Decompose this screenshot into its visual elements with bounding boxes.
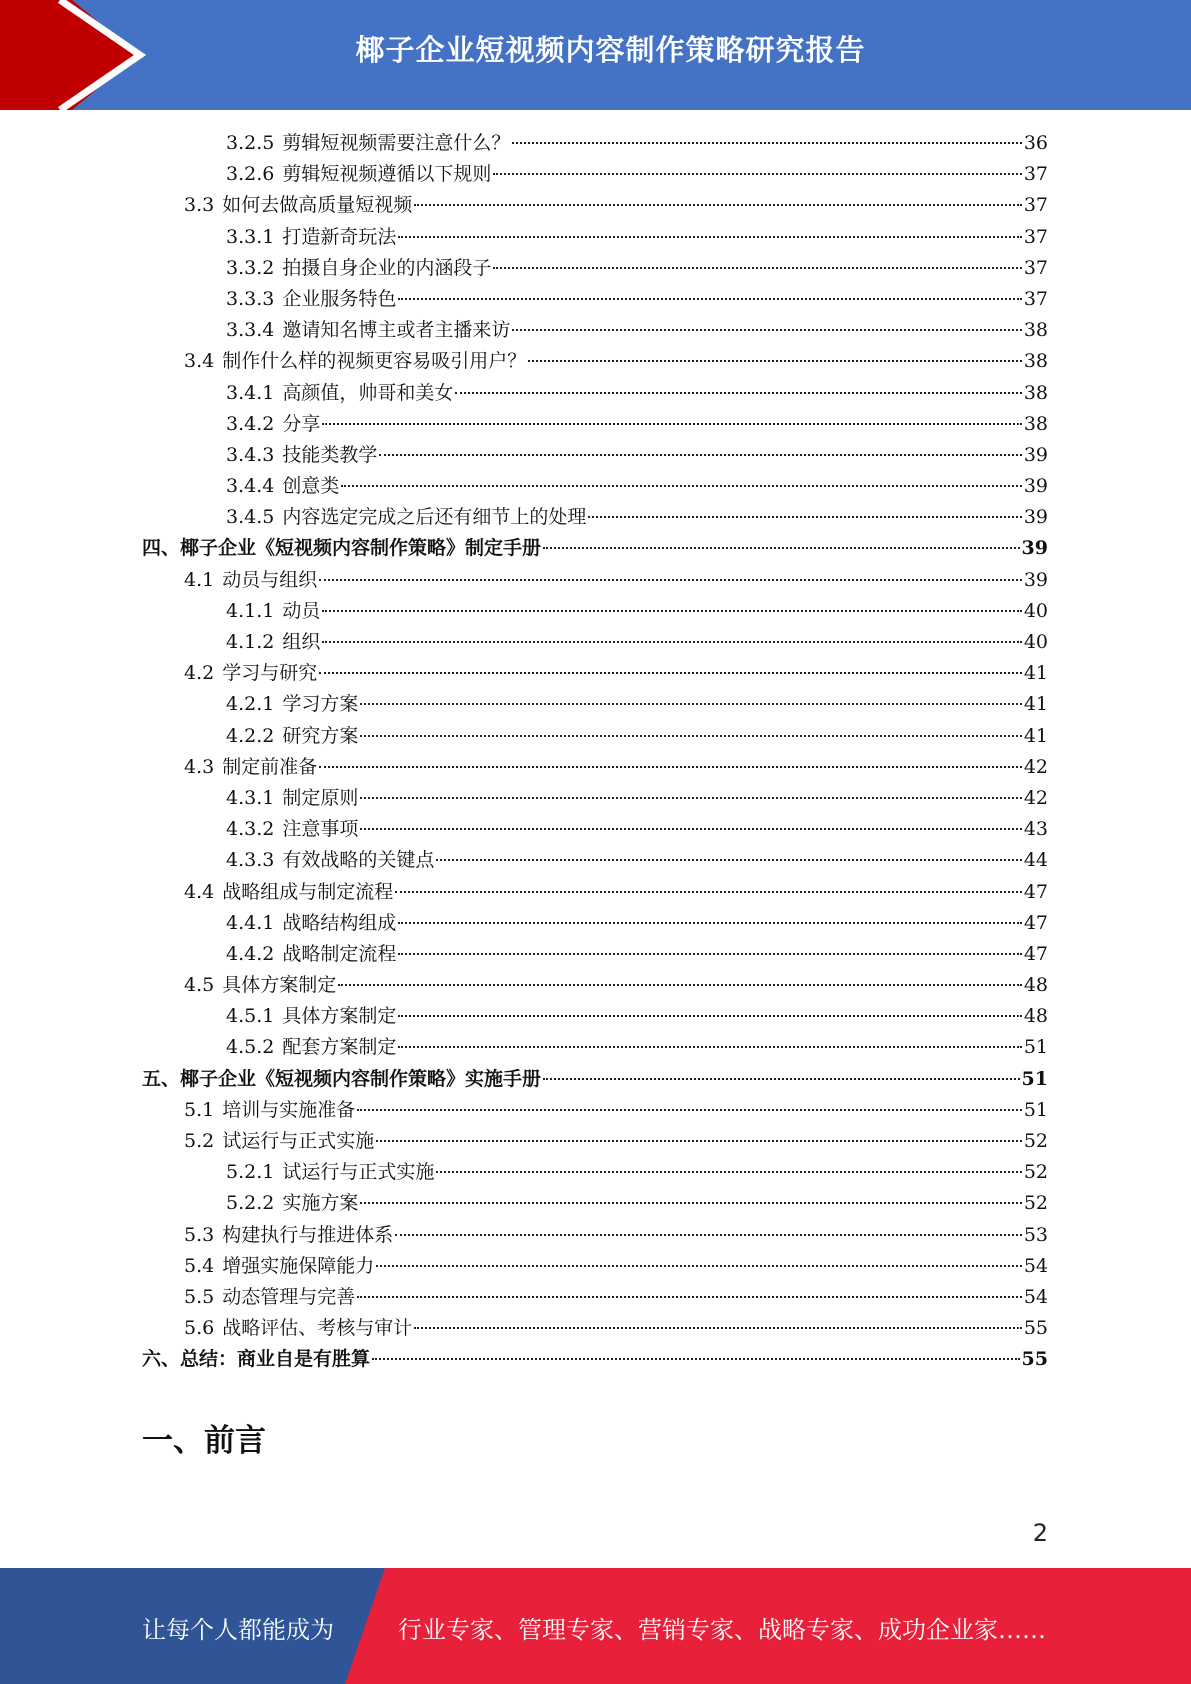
toc-entry-page: 51	[1023, 1098, 1048, 1121]
toc-dot-leader	[512, 142, 1021, 144]
toc-dot-leader	[360, 828, 1021, 830]
toc-entry-page: 42	[1023, 786, 1048, 809]
toc-entry-number: 5.5	[184, 1285, 215, 1308]
toc-dot-leader	[319, 579, 1022, 581]
toc-entry-title: 战略组成与制定流程	[222, 880, 394, 903]
toc-entry-number: 四、	[142, 537, 181, 560]
toc-dot-leader	[398, 298, 1021, 300]
toc-dot-leader	[493, 173, 1021, 175]
toc-entry[interactable]	[142, 1220, 1048, 1251]
footer-slogan-right: 行业专家、管理专家、营销专家、战略专家、成功企业家……	[398, 1616, 1046, 1644]
toc-dot-leader	[512, 329, 1021, 331]
toc-entry-page: 48	[1023, 1005, 1048, 1028]
toc-entry-title: 邀请知名博主或者主播来访	[282, 319, 511, 342]
toc-entry-page: 40	[1023, 599, 1048, 622]
toc-entry-number: 3.4.3	[226, 443, 275, 466]
toc-entry-number: 3.3.2	[226, 256, 275, 279]
toc-entry-page: 38	[1023, 381, 1048, 404]
toc-entry[interactable]	[142, 502, 1048, 533]
toc-entry-title: 制定原则	[282, 786, 359, 809]
toc-entry-page: 37	[1023, 225, 1048, 248]
page-header	[0, 0, 1191, 110]
toc-dot-leader	[455, 392, 1021, 394]
toc-entry-title: 技能类教学	[282, 443, 378, 466]
toc-entry-title: 椰子企业《短视频内容制作策略》实施手册	[180, 1067, 542, 1090]
toc-entry-page: 36	[1023, 132, 1048, 154]
toc-entry[interactable]	[142, 1313, 1048, 1344]
toc-entry-number: 4.5.2	[226, 1036, 275, 1059]
footer-slogan-left: 让每个人都能成为	[142, 1616, 334, 1644]
toc-entry-title: 创意类	[282, 475, 340, 498]
toc-dot-leader	[588, 516, 1021, 518]
toc-entry-title: 具体方案制定	[222, 974, 337, 997]
toc-entry[interactable]	[142, 596, 1048, 627]
toc-entry-page: 39	[1021, 537, 1048, 560]
toc-entry-number: 4.4.1	[226, 911, 275, 934]
toc-entry-number: 4.4.2	[226, 942, 275, 965]
toc-entry-page: 41	[1023, 724, 1048, 747]
toc-entry-number: 4.5	[184, 974, 215, 997]
toc-entry[interactable]	[142, 190, 1048, 221]
toc-entry-page: 52	[1023, 1161, 1048, 1184]
toc-entry-page: 39	[1023, 568, 1048, 591]
toc-entry-title: 战略制定流程	[282, 942, 397, 965]
toc-entry-page: 40	[1023, 631, 1048, 653]
toc-entry-title: 实施方案	[282, 1192, 359, 1215]
toc-entry-page: 37	[1023, 163, 1048, 186]
toc-entry-page: 51	[1023, 1036, 1048, 1059]
toc-dot-leader	[398, 1015, 1021, 1017]
toc-entry-number: 5.2.2	[226, 1192, 275, 1215]
toc-entry-number: 4.3	[184, 755, 215, 778]
toc-entry-page: 41	[1023, 693, 1048, 716]
toc-entry-title: 战略结构组成	[282, 911, 397, 934]
toc-entry-title: 培训与实施准备	[222, 1098, 356, 1121]
toc-dot-leader	[322, 610, 1021, 612]
toc-entry[interactable]	[142, 877, 1048, 908]
toc-dot-leader	[436, 1171, 1021, 1173]
toc-entry-page: 51	[1021, 1067, 1048, 1090]
toc-entry-page: 48	[1023, 974, 1048, 997]
toc-entry-number: 3.4	[184, 350, 215, 373]
toc-entry-title: 动员	[282, 599, 321, 622]
toc-entry-page: 39	[1023, 506, 1048, 529]
toc-dot-leader	[395, 1234, 1022, 1236]
section-heading: 一、前言	[142, 1423, 266, 1459]
toc-entry[interactable]	[142, 1251, 1048, 1282]
toc-entry-page: 37	[1023, 287, 1048, 310]
toc-entry-page: 43	[1023, 818, 1048, 841]
toc-entry-title: 拍摄自身企业的内涵段子	[282, 256, 492, 279]
toc-entry[interactable]	[142, 627, 1048, 658]
toc-entry-number: 5.2.1	[226, 1161, 275, 1184]
toc-entry-title: 动态管理与完善	[222, 1285, 356, 1308]
toc-entry[interactable]	[142, 409, 1048, 440]
toc-entry-page: 39	[1023, 475, 1048, 498]
toc-entry[interactable]	[142, 128, 1048, 159]
toc-dot-leader	[341, 485, 1021, 487]
toc-entry[interactable]	[142, 689, 1048, 720]
toc-dot-leader	[319, 766, 1022, 768]
toc-entry[interactable]	[142, 908, 1048, 939]
toc-entry-title: 分享	[282, 412, 321, 435]
toc-entry-number: 3.4.5	[226, 506, 275, 529]
toc-entry[interactable]	[142, 814, 1048, 845]
toc-entry-number: 5.2	[184, 1130, 215, 1152]
toc-entry-title: 组织	[282, 631, 321, 653]
toc-entry[interactable]	[142, 1126, 1048, 1157]
toc-entry-title: 试运行与正式实施	[282, 1161, 435, 1184]
toc-entry-title: 动员与组织	[222, 568, 318, 591]
toc-entry[interactable]	[142, 1282, 1048, 1313]
toc-entry[interactable]	[142, 440, 1048, 471]
document-title: 椰子企业短视频内容制作策略研究报告	[355, 33, 866, 67]
toc-entry-title: 具体方案制定	[282, 1005, 397, 1028]
toc-entry-number: 3.4.4	[226, 475, 275, 498]
toc-entry[interactable]	[142, 378, 1048, 409]
toc-entry[interactable]	[142, 1157, 1048, 1188]
toc-entry[interactable]	[142, 1344, 1048, 1375]
toc-dot-leader	[414, 204, 1022, 206]
toc-entry-title: 如何去做高质量短视频	[222, 194, 413, 217]
toc-entry[interactable]	[142, 939, 1048, 970]
toc-dot-leader	[379, 454, 1021, 456]
toc-entry[interactable]	[142, 1095, 1048, 1126]
toc-entry-page: 47	[1023, 911, 1048, 934]
toc-entry-title: 椰子企业《短视频内容制作策略》制定手册	[180, 537, 542, 560]
toc-entry-number: 4.2.2	[226, 724, 275, 747]
toc-dot-leader	[322, 423, 1021, 425]
toc-entry-number: 3.2.6	[226, 163, 275, 186]
toc-entry-number: 3.3.1	[226, 225, 275, 248]
table-of-contents	[142, 128, 1048, 1376]
toc-entry[interactable]	[142, 284, 1048, 315]
toc-entry[interactable]	[142, 471, 1048, 502]
toc-dot-leader	[436, 859, 1021, 861]
toc-dot-leader	[528, 360, 1022, 362]
toc-entry-title: 打造新奇玩法	[282, 225, 397, 248]
toc-entry-title: 总结：商业自是有胜算	[180, 1348, 371, 1371]
toc-entry-number: 4.4	[184, 880, 215, 903]
toc-entry-title: 企业服务特色	[282, 287, 397, 310]
toc-dot-leader	[398, 1046, 1021, 1048]
toc-entry-number: 五、	[142, 1067, 181, 1090]
toc-entry[interactable]	[142, 346, 1048, 377]
toc-entry-number: 4.2	[184, 662, 215, 685]
toc-entry-number: 3.3	[184, 194, 215, 217]
toc-entry-page: 53	[1023, 1223, 1048, 1246]
toc-dot-leader	[360, 703, 1021, 705]
toc-entry-page: 54	[1023, 1285, 1048, 1308]
toc-entry-page: 44	[1023, 849, 1048, 872]
toc-entry-title: 制定前准备	[222, 755, 318, 778]
toc-entry-number: 3.3.4	[226, 319, 275, 342]
toc-entry-page: 38	[1023, 350, 1048, 373]
toc-entry[interactable]	[142, 1188, 1048, 1219]
toc-entry-title: 剪辑短视频遵循以下规则	[282, 163, 492, 186]
toc-entry[interactable]	[142, 533, 1048, 564]
toc-entry[interactable]	[142, 752, 1048, 783]
toc-entry-page: 37	[1023, 194, 1048, 217]
toc-entry-number: 5.6	[184, 1317, 215, 1340]
toc-entry-number: 4.3.2	[226, 818, 275, 841]
toc-entry-page: 52	[1023, 1192, 1048, 1215]
toc-dot-leader	[360, 1202, 1021, 1204]
toc-dot-leader	[493, 267, 1021, 269]
toc-dot-leader	[376, 1265, 1022, 1267]
toc-entry[interactable]	[142, 1001, 1048, 1032]
toc-entry-page: 55	[1023, 1317, 1048, 1340]
toc-dot-leader	[398, 236, 1021, 238]
toc-entry-page: 52	[1023, 1130, 1048, 1152]
toc-entry[interactable]	[142, 1064, 1048, 1095]
toc-entry-page: 38	[1023, 319, 1048, 342]
toc-entry-page: 38	[1023, 412, 1048, 435]
toc-entry-title: 构建执行与推进体系	[222, 1223, 394, 1246]
toc-entry-number: 4.3.3	[226, 849, 275, 872]
toc-entry[interactable]	[142, 159, 1048, 190]
toc-entry-title: 剪辑短视频需要注意什么？	[282, 132, 511, 154]
page-footer	[0, 1568, 1191, 1684]
toc-entry-number: 3.2.5	[226, 132, 275, 154]
toc-entry-number: 5.4	[184, 1254, 215, 1277]
toc-entry[interactable]	[142, 315, 1048, 346]
toc-entry-number: 5.3	[184, 1223, 215, 1246]
toc-entry-title: 研究方案	[282, 724, 359, 747]
toc-entry[interactable]	[142, 970, 1048, 1001]
toc-entry-number: 4.1.2	[226, 631, 275, 653]
toc-entry-page: 54	[1023, 1254, 1048, 1277]
toc-entry-title: 学习与研究	[222, 662, 318, 685]
toc-entry-page: 37	[1023, 256, 1048, 279]
toc-dot-leader	[360, 797, 1021, 799]
toc-entry[interactable]	[142, 1032, 1048, 1063]
toc-dot-leader	[398, 953, 1021, 955]
toc-entry-number: 4.3.1	[226, 786, 275, 809]
toc-entry[interactable]	[142, 565, 1048, 596]
page-number: 2	[1032, 1519, 1048, 1547]
toc-dot-leader	[543, 547, 1020, 549]
toc-entry-number: 3.3.3	[226, 287, 275, 310]
toc-entry-title: 试运行与正式实施	[222, 1130, 375, 1152]
toc-dot-leader	[357, 1296, 1022, 1298]
toc-entry-number: 4.1.1	[226, 599, 275, 622]
toc-dot-leader	[395, 891, 1022, 893]
toc-entry-number: 3.4.2	[226, 412, 275, 435]
toc-dot-leader	[376, 1140, 1022, 1142]
toc-dot-leader	[372, 1358, 1020, 1360]
toc-entry-title: 制作什么样的视频更容易吸引用户？	[222, 350, 527, 373]
toc-entry-title: 增强实施保障能力	[222, 1254, 375, 1277]
toc-entry-page: 39	[1023, 443, 1048, 466]
toc-dot-leader	[357, 1109, 1022, 1111]
toc-entry-number: 5.1	[184, 1098, 215, 1121]
toc-entry-title: 高颜值，帅哥和美女	[282, 381, 454, 404]
toc-entry-page: 41	[1023, 662, 1048, 685]
toc-entry-title: 战略评估、考核与审计	[222, 1317, 413, 1340]
toc-entry-title: 注意事项	[282, 818, 359, 841]
toc-entry-number: 3.4.1	[226, 381, 275, 404]
toc-dot-leader	[414, 1327, 1022, 1329]
toc-entry-number: 六、	[142, 1348, 181, 1371]
toc-entry-title: 有效战略的关键点	[282, 849, 435, 872]
toc-entry-page: 42	[1023, 755, 1048, 778]
toc-entry[interactable]	[142, 222, 1048, 253]
toc-entry-title: 配套方案制定	[282, 1036, 397, 1059]
toc-entry[interactable]	[142, 783, 1048, 814]
toc-entry[interactable]	[142, 658, 1048, 689]
toc-entry-title: 内容选定完成之后还有细节上的处理	[282, 506, 587, 529]
toc-entry[interactable]	[142, 845, 1048, 876]
toc-dot-leader	[319, 672, 1022, 674]
toc-entry-page: 55	[1021, 1348, 1048, 1371]
toc-entry-number: 4.1	[184, 568, 215, 591]
toc-dot-leader	[322, 641, 1021, 643]
toc-entry-title: 学习方案	[282, 693, 359, 716]
toc-dot-leader	[398, 922, 1021, 924]
toc-dot-leader	[543, 1078, 1020, 1080]
toc-dot-leader	[360, 735, 1021, 737]
toc-entry-number: 4.5.1	[226, 1005, 275, 1028]
toc-entry[interactable]	[142, 721, 1048, 752]
toc-dot-leader	[338, 984, 1022, 986]
toc-entry[interactable]	[142, 253, 1048, 284]
toc-entry-number: 4.2.1	[226, 693, 275, 716]
toc-entry-page: 47	[1023, 942, 1048, 965]
toc-entry-page: 47	[1023, 880, 1048, 903]
